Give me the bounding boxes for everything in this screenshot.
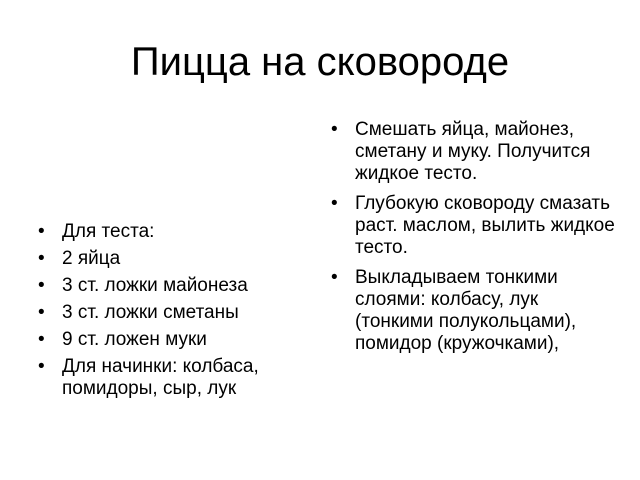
list-item: • 3 ст. ложки майонеза xyxy=(32,275,312,297)
list-item: • Смешать яйца, майонез, сметану и муку. Получится жидкое тесто. xyxy=(325,119,615,185)
instructions-list xyxy=(325,119,615,363)
list-item: • 2 яйца xyxy=(32,248,312,270)
list-item: • 3 ст. ложки сметаны xyxy=(32,302,312,324)
list-item: • Глубокую сковороду смазать раст. маслом, вылить жидкое тесто. xyxy=(325,193,615,259)
slide-title: Пицца на сковороде xyxy=(130,40,510,84)
list-item: • 9 ст. ложен муки xyxy=(32,329,312,351)
list-item: • Для начинки: колбаса, помидоры, сыр, лук xyxy=(32,356,312,400)
ingredients-list xyxy=(32,221,312,405)
list-item: • Для теста: xyxy=(32,221,312,243)
list-item: • Выкладываем тонкими слоями: колбасу, лук (тонкими полукольцами), помидор (кружочками), xyxy=(325,267,615,355)
